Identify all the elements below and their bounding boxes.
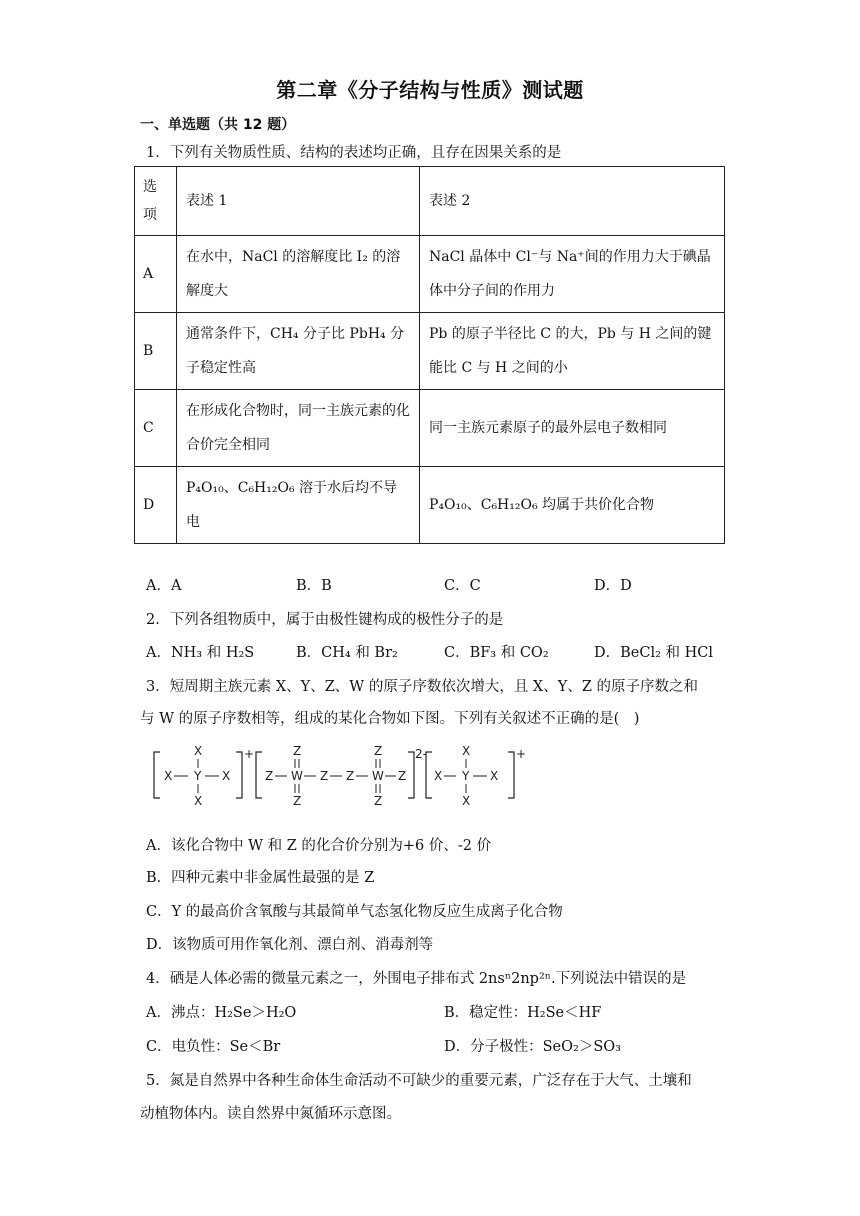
q2-choices [146,641,713,662]
svg-text:Z: Z [346,769,355,783]
svg-text:Z: Z [398,769,407,783]
choice-a: A．A [146,578,182,594]
svg-text:Z: Z [374,744,383,758]
row-option: D [135,467,177,544]
svg-text:X: X [490,769,499,783]
svg-text:Z: Z [293,794,302,808]
q3-choice-b: B．四种元素中非金属性最强的是 Z [146,870,375,886]
choice-d: D．D [594,578,632,594]
q5-stem-line-2: 动植物体内。读自然界中氮循环示意图。 [140,1106,401,1122]
q3-choice-c: C．Y 的最高价含氧酸与其最简单气态氢化物反应生成离子化合物 [146,904,563,920]
svg-text:Z: Z [320,769,329,783]
q4-stem: 4．硒是人体必需的微量元素之一，外围电子排布式 2nsⁿ2np²ⁿ.下列说法中错误的是 [146,971,687,987]
svg-text:X: X [222,769,231,783]
svg-text:X: X [462,794,471,808]
q3-stem-line-2: 与 W 的原子序数相等，组成的某化合物如下图。下列有关叙述不正确的是( ) [140,711,640,727]
svg-text:Z: Z [374,794,383,808]
section-heading: 一、单选题（共 12 题） [140,117,296,133]
row-option: C [135,390,177,467]
svg-text:W: W [372,769,384,783]
choice-d: D．分子极性：SeO₂＞SO₃ [444,1039,621,1055]
svg-text:W: W [291,769,303,783]
svg-text:X: X [194,794,203,808]
q5-stem-line-1: 5．氮是自然界中各种生命体生命活动不可缺少的重要元素，广泛存在于大气、土壤和 [146,1073,692,1089]
document-title: 第二章《分子结构与性质》测试题 [276,78,584,102]
choice-d: D．BeCl₂ 和 HCl [594,645,714,661]
table-row [135,236,725,313]
row-statement-1: 在形成化合物时，同一主族元素的化合价完全相同 [177,390,420,467]
q4-choices-row-2 [146,1035,621,1056]
row-option: A [135,236,177,313]
svg-text:Y: Y [194,769,202,783]
choice-c: C．BF₃ 和 CO₂ [444,645,549,661]
svg-text:X: X [462,744,471,758]
q1-table [134,166,725,544]
q3-structure-diagram [150,740,530,814]
table-row [135,467,725,544]
q3-choice-a: A．该化合物中 W 和 Z 的化合价分别为+6 价、-2 价 [146,838,492,854]
choice-b: B．稳定性：H₂Se＜HF [444,1005,602,1021]
row-statement-2: NaCl 晶体中 Cl⁻与 Na⁺间的作用力大于碘晶体中分子间的作用力 [420,236,725,313]
choice-b: B．B [296,578,332,594]
choice-c: C．C [444,578,481,594]
svg-text:Z: Z [293,744,302,758]
row-statement-1: 通常条件下，CH₄ 分子比 PbH₄ 分子稳定性高 [177,313,420,390]
q2-stem: 2．下列各组物质中，属于由极性键构成的极性分子的是 [146,612,504,628]
q4-choices-row-1 [146,1001,601,1022]
svg-text:X: X [164,769,173,783]
svg-text:+: + [516,747,527,761]
header-statement-2: 表述 2 [420,167,725,236]
table-row [135,390,725,467]
svg-text:Z: Z [265,769,274,783]
row-statement-1: P₄O₁₀、C₆H₁₂O₆ 溶于水后均不导电 [177,467,420,544]
q3-choice-d: D．该物质可用作氧化剂、漂白剂、消毒剂等 [146,937,434,953]
row-statement-2: Pb 的原子半径比 C 的大，Pb 与 H 之间的键能比 C 与 H 之间的小 [420,313,725,390]
choice-a: A．沸点：H₂Se＞H₂O [146,1005,297,1021]
header-option: 选 项 [135,167,177,236]
svg-text:+: + [244,747,255,761]
q3-stem-line-1: 3．短周期主族元素 X、Y、Z、W 的原子序数依次增大，且 X、Y、Z 的原子序数之和 [146,679,699,695]
choice-b: B．CH₄ 和 Br₂ [296,645,398,661]
row-option: B [135,313,177,390]
table-header-row [135,167,725,236]
header-statement-1: 表述 1 [177,167,420,236]
row-statement-2: 同一主族元素原子的最外层电子数相同 [420,390,725,467]
svg-text:Y: Y [462,769,470,783]
svg-text:X: X [434,769,443,783]
choice-a: A．NH₃ 和 H₂S [146,645,255,661]
table-row [135,313,725,390]
svg-text:2-: 2- [415,747,427,761]
choice-c: C．电负性：Se＜Br [146,1039,281,1055]
q1-choices [146,574,632,595]
row-statement-1: 在水中，NaCl 的溶解度比 I₂ 的溶解度大 [177,236,420,313]
row-statement-2: P₄O₁₀、C₆H₁₂O₆ 均属于共价化合物 [420,467,725,544]
q1-stem: 1．下列有关物质性质、结构的表述均正确，且存在因果关系的是 [146,145,562,161]
svg-text:X: X [194,744,203,758]
